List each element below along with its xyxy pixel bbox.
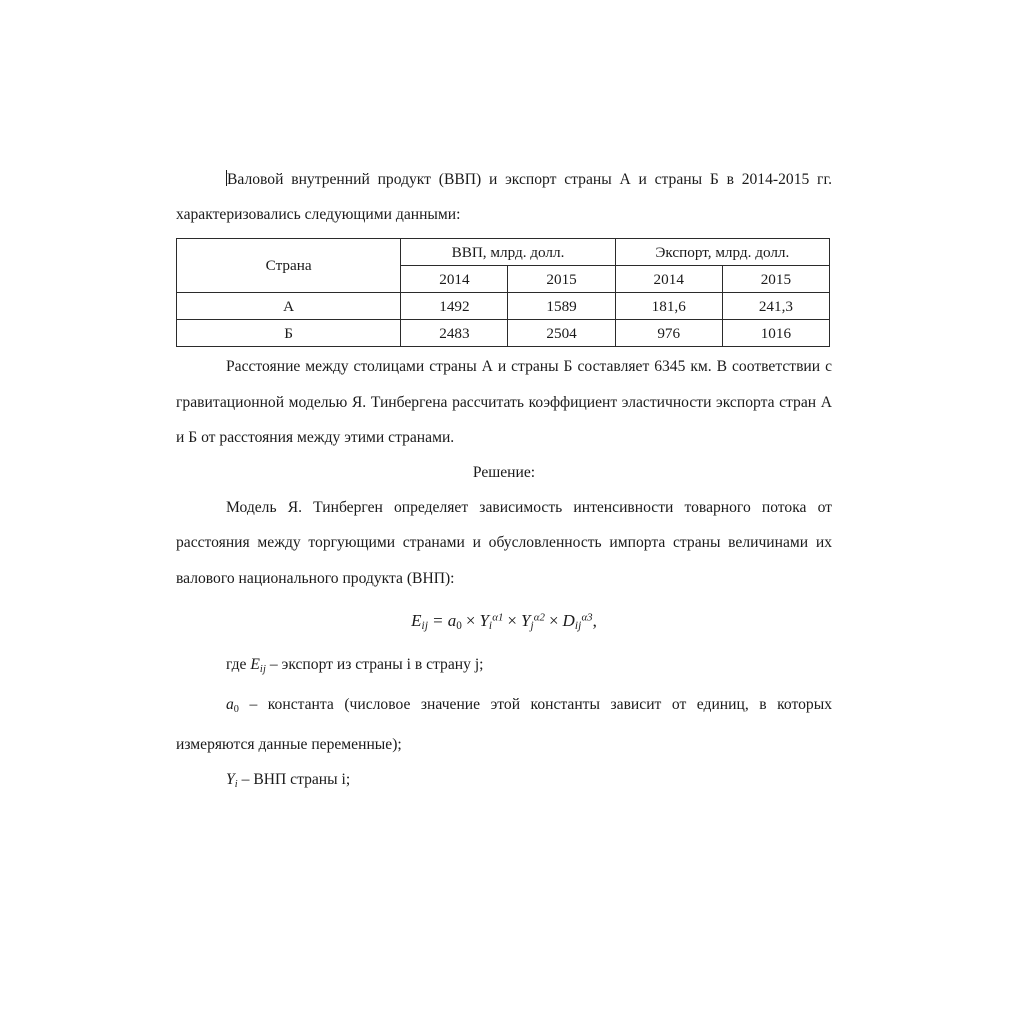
table-header-group-row	[177, 239, 830, 266]
legend-line-gnp	[176, 762, 832, 802]
gravity-model-formula	[176, 600, 832, 645]
cell-export-2015: 1016	[722, 320, 829, 347]
formula-Y2: Y	[521, 611, 531, 631]
formula-Y2-sub: j	[530, 620, 534, 633]
cell-gdp-2015: 1589	[508, 293, 615, 320]
formula-comma: ,	[592, 611, 597, 631]
legend-E: E	[250, 655, 260, 673]
formula-a-sub: 0	[456, 620, 462, 633]
paragraph-intro	[176, 162, 832, 232]
legend-prefix-gde: где	[226, 655, 251, 673]
legend-line-constant	[176, 687, 832, 762]
legend-a-sub: 0	[233, 703, 239, 715]
table-header-gdp: ВВП, млрд. долл.	[401, 239, 615, 266]
formula-Y1-sub: i	[488, 620, 493, 633]
gdp-export-table	[176, 238, 830, 347]
formula-times-2: ×	[507, 611, 517, 631]
legend-a: a	[226, 695, 234, 713]
paragraph-model-description: Модель Я. Тинберген определяет зависимость интенсивности товарного потока от расстояния между торгующими странами и обусловленность импорта страны величинами их валового национального продукта (ВНП):	[176, 499, 832, 587]
formula-D-sub: ij	[574, 620, 582, 633]
cell-gdp-2015: 2504	[508, 320, 615, 347]
cell-export-2014: 976	[615, 320, 722, 347]
cell-gdp-2014: 1492	[401, 293, 508, 320]
table-header-country: Страна	[177, 239, 401, 293]
paragraph-intro-text: Валовой внутренний продукт (ВВП) и экспорт страны А и страны Б в 2014-2015 гг. характеризовались следующими данными:	[176, 171, 832, 224]
formula-E: E	[411, 611, 422, 631]
table-row	[177, 293, 830, 320]
legend-Y: Y	[226, 770, 235, 788]
formula-a: a	[447, 611, 457, 631]
table-header-gdp-2015: 2015	[508, 266, 615, 293]
formula-times-3: ×	[548, 611, 559, 631]
cell-country: Б	[177, 320, 401, 347]
formula-D: D	[562, 611, 575, 631]
legend-gnp-text: – ВНП страны i;	[237, 770, 351, 788]
heading-solution: Решение:	[472, 464, 536, 482]
formula-E-sub: ij	[421, 620, 429, 633]
cell-export-2015: 241,3	[722, 293, 829, 320]
formula-Y2-sup: α2	[533, 611, 545, 624]
formula-D-sup: α3	[581, 611, 593, 624]
formula-Y1: Y	[479, 611, 489, 631]
legend-Y-sub: i	[234, 778, 238, 790]
table-header-gdp-2014: 2014	[401, 266, 508, 293]
formula-equals: =	[433, 611, 443, 631]
legend-line-export	[176, 647, 832, 687]
legend-export-text: – экспорт из страны i в страну j;	[266, 655, 484, 673]
legend-constant-text: – константа (числовое значение этой константы зависит от единиц, в которых измеряются данные переменные);	[176, 695, 832, 753]
table-header-export: Экспорт, млрд. долл.	[615, 239, 829, 266]
table-row	[177, 320, 830, 347]
table-header-export-2015: 2015	[722, 266, 829, 293]
document-body	[176, 162, 832, 802]
cell-gdp-2014: 2483	[401, 320, 508, 347]
table-header-export-2014: 2014	[615, 266, 722, 293]
formula-Y1-sup: α1	[492, 611, 504, 624]
cell-export-2014: 181,6	[615, 293, 722, 320]
legend-E-sub: ij	[259, 663, 267, 675]
formula-times-1: ×	[465, 611, 476, 631]
paragraph-distance-task: Расстояние между столицами страны А и страны Б составляет 6345 км. В соответствии с гравитационной моделью Я. Тинбергена рассчитать коэффициент эластичности экспорта стран А и Б от расстояния между этими странами.	[176, 358, 832, 446]
cell-country: А	[177, 293, 401, 320]
